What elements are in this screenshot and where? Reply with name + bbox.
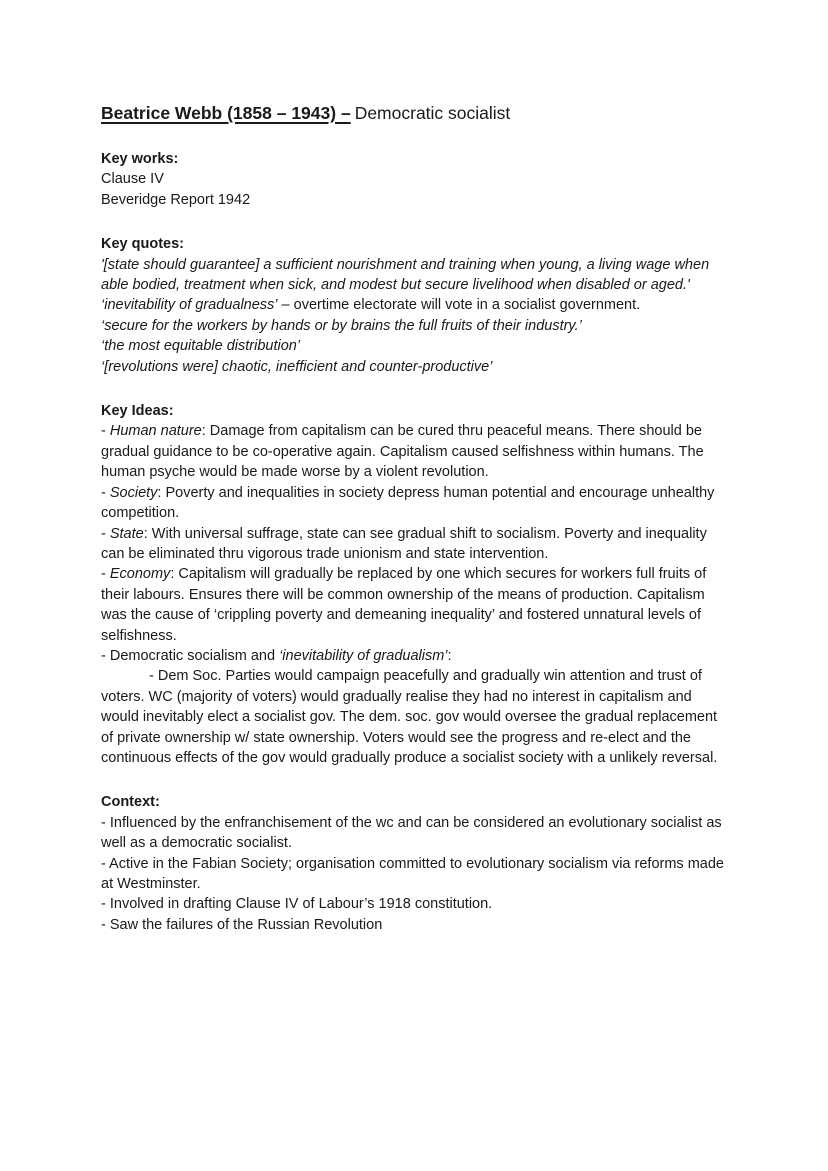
quote-comment: – overtime electorate will vote in a socialist government. (277, 297, 641, 314)
page-title (101, 101, 726, 125)
context-item: - Influenced by the enfranchisement of the wc and can be considered an evolutionary socialist as well as a democratic socialist. (101, 814, 722, 852)
quote-item: ‘[revolutions were] chaotic, inefficient and counter-productive’ (101, 358, 493, 375)
context-item: - Saw the failures of the Russian Revolution (101, 916, 383, 933)
key-ideas-section (101, 401, 726, 768)
idea-label: Society (109, 484, 158, 501)
context-item: - Involved in drafting Clause IV of Labour’s 1918 constitution. (101, 896, 493, 913)
idea-label: Economy (109, 566, 171, 583)
idea-human-nature: - Human nature: Damage from capitalism can be cured thru peaceful means. There should be gradual guidance to be co-operative again. Capitalism caused selfishness within humans. The human psyche would be made worse by a violent revolution. (101, 423, 704, 481)
key-quotes-section (101, 234, 726, 377)
idea-label: State (109, 525, 144, 542)
idea-state: - State: With universal suffrage, state can see gradual shift to socialism. Poverty and inequality can be eliminated thru vigorous trade unionism and state intervention. (101, 525, 707, 562)
quote-item: ‘secure for the workers by hands or by brains the full fruits of their industry.’ (101, 317, 582, 334)
context-item: - Active in the Fabian Society; organisation committed to evolutionary socialism via reforms made at Westminster. (101, 855, 724, 892)
key-quotes-heading: Key quotes: (101, 236, 184, 253)
idea-label: ‘inevitability of gradualism’ (279, 647, 448, 664)
key-work-item: Beveridge Report 1942 (101, 191, 251, 208)
idea-text: : Damage from capitalism can be cured thru peaceful means. There should be gradual guidance to be co-operative again. Capitalism caused selfishness within humans. The human psyche would be made worse by a violent revolution. (101, 423, 704, 481)
key-ideas-heading: Key Ideas: (101, 403, 174, 420)
context-heading: Context: (101, 794, 160, 811)
key-works-section (101, 149, 726, 210)
key-work-item: Clause IV (101, 171, 164, 188)
quote-italic: ‘inevitability of gradualness’ (101, 297, 278, 314)
idea-economy: - Economy: Capitalism will gradually be replaced by one which secures for workers full fruits of their labours. Ensures there will be common ownership of the means of production. Capitalism was the cause of ‘crippling poverty and demeaning inequality’ and fostered unnatural levels of selfishness. (101, 566, 707, 644)
idea-text: : Capitalism will gradually be replaced by one which secures for workers full fruits of their labours. Ensures there will be common ownership of the means of production. Capitalism was the cause of ‘crippling poverty and demeaning inequality’ and fostered unnatural levels of selfishness. (101, 566, 707, 644)
key-works-heading: Key works: (101, 151, 179, 167)
context-section (101, 792, 726, 935)
idea-text: : With universal suffrage, state can see gradual shift to socialism. Poverty and inequality can be eliminated thru vigorous trade unionism and state intervention. (101, 525, 707, 562)
idea-society: - Society: Poverty and inequalities in society depress human potential and encourage unhealthy competition. (101, 484, 715, 522)
quote-item: '[state should guarantee] a sufficient nourishment and training when young, a living wage when able bodied, treatment when sick, and modest but secure livelihood when disabled or aged.' (101, 256, 710, 294)
document-page (101, 101, 726, 935)
idea-text: - Democratic socialism and (101, 647, 280, 664)
title-descriptor: Democratic socialist (354, 103, 511, 123)
idea-text: : (447, 647, 452, 664)
title-name-dates: Beatrice Webb (1858 – 1943) – (101, 103, 351, 123)
idea-democratic-socialism-detail (101, 666, 726, 768)
idea-text: : Poverty and inequalities in society depress human potential and encourage unhealthy competition. (101, 484, 715, 522)
idea-democratic-socialism (101, 646, 726, 666)
detail-text: - Dem Soc. Parties would campaign peacefully and gradually win attention and trust of voters. WC (majority of voters) would gradually realise they had no interest in capitalism and would inevitably elect a socialist gov. The dem. soc. gov would oversee the gradual replacement of private ownership w/ state ownership. Voters would see the progress and re-elect and the continuous effects of the gov would gradually produce a socialist society with a unlikely reversal. (101, 668, 718, 766)
quote-item: ‘the most equitable distribution’ (101, 338, 301, 355)
quote-item (101, 295, 726, 315)
idea-label: Human nature (109, 423, 202, 440)
